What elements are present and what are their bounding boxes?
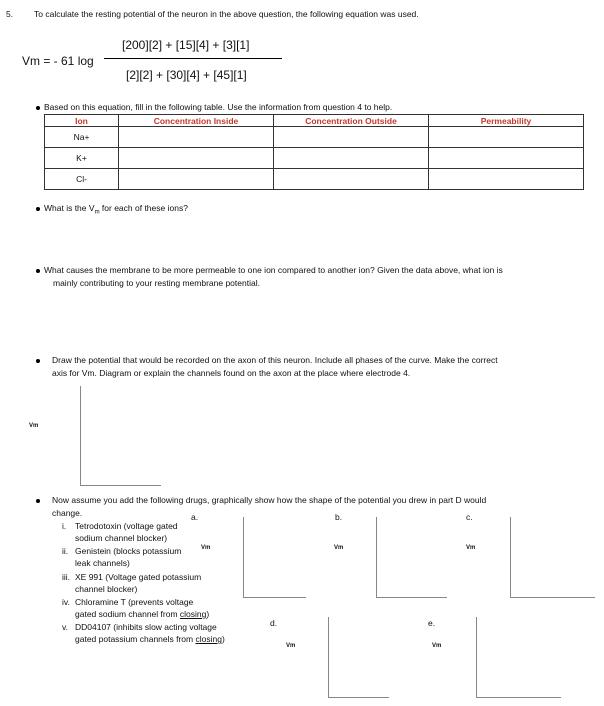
question-permeability-line2: mainly contributing to your resting membrane potential. [53, 278, 260, 288]
answer-cell[interactable] [119, 148, 274, 169]
vm-axis-label: Vm [466, 545, 476, 551]
vm-axis-label: Vm [29, 423, 39, 429]
drug-item-line1: Genistein (blocks potassium [75, 546, 182, 556]
drug-item-line1: Chloramine T (prevents voltage [75, 597, 194, 607]
header-concentration-inside: Concentration Inside [119, 115, 274, 127]
question-drugs-line2: change. [52, 508, 83, 518]
drug-item-line2: gated potassium channels from closing) [75, 634, 225, 644]
graph-c-axis[interactable] [510, 517, 595, 598]
question-vm: What is the $V_m$ for each of these ions? [44, 203, 188, 216]
drug-number: i. [62, 521, 67, 531]
answer-cell[interactable] [274, 169, 429, 190]
drug-item-line1: Tetrodotoxin (voltage gated [75, 521, 178, 531]
drug-item-line2: channel blocker) [75, 584, 138, 594]
table-row [45, 169, 584, 190]
bullet-point [36, 359, 40, 363]
question-drugs-line1: Now assume you add the following drugs, graphically show how the shape of the potential you drew in part D would [52, 495, 487, 505]
bullet-point [36, 269, 40, 273]
graph-e-axis[interactable] [476, 617, 561, 698]
drug-number: iii. [62, 572, 71, 582]
fraction-bar [104, 58, 282, 59]
instruction-fill-table: Based on this equation, fill in the following table. Use the information from question 4 to help. [44, 102, 393, 112]
drug-item-line2: sodium channel blocker) [75, 533, 168, 543]
graph-label-b: b. [335, 512, 343, 522]
question-draw-line2: axis for Vm. Diagram or explain the channels found on the axon at the place where electrode 4. [52, 368, 411, 378]
ion-table [44, 114, 584, 190]
drug-item-line2: leak channels) [75, 558, 130, 568]
ion-cell: K+ [45, 148, 119, 169]
vm-axis-label: Vm [432, 643, 442, 649]
answer-cell[interactable] [429, 169, 584, 190]
bullet-point [36, 207, 40, 211]
answer-cell[interactable] [429, 148, 584, 169]
header-permeability: Permeability [429, 115, 584, 127]
ion-cell: Cl- [45, 169, 119, 190]
answer-cell[interactable] [274, 127, 429, 148]
graph-b-axis[interactable] [376, 517, 447, 598]
drug-item-line2: gated sodium channel from closing) [75, 609, 210, 619]
drug-number: iv. [62, 597, 70, 607]
answer-cell[interactable] [274, 148, 429, 169]
bullet-point [36, 499, 40, 503]
drug-item-line1: DD04107 (inhibits slow acting voltage [75, 622, 217, 632]
graph-a-axis[interactable] [243, 517, 306, 598]
question-permeability-line1: What causes the membrane to be more permeable to one ion compared to another ion? Given the data above, what ion is [44, 265, 503, 275]
question-number: 5. [6, 9, 14, 19]
bullet-point [36, 106, 40, 110]
vm-axis-label: Vm [201, 545, 211, 551]
answer-cell[interactable] [119, 169, 274, 190]
graph-label-a: a. [191, 512, 199, 522]
drug-number: v. [62, 622, 68, 632]
header-ion: Ion [45, 115, 119, 127]
equation-denominator: [2][2] + [30][4] + [45][1] [126, 68, 247, 82]
graph-d-axis[interactable] [328, 617, 389, 698]
graph-label-e: e. [428, 618, 436, 628]
vm-axis-label: Vm [286, 643, 296, 649]
header-concentration-outside: Concentration Outside [274, 115, 429, 127]
drug-number: ii. [62, 546, 69, 556]
main-graph-axis[interactable] [80, 386, 161, 486]
graph-label-c: c. [466, 512, 473, 522]
table-row [45, 148, 584, 169]
table-row [45, 127, 584, 148]
drug-item-line1: XE 991 (Voltage gated potassium [75, 572, 202, 582]
ion-cell: Na+ [45, 127, 119, 148]
graph-label-d: d. [270, 618, 278, 628]
question-text: To calculate the resting potential of the neuron in the above question, the following equation was used. [34, 9, 419, 19]
vm-axis-label: Vm [334, 545, 344, 551]
equation-lhs: Vm = - 61 log [22, 54, 94, 68]
question-draw-line1: Draw the potential that would be recorded on the axon of this neuron. Include all phases of the curve. Make the correct [52, 355, 498, 365]
equation-numerator: [200][2] + [15][4] + [3][1] [122, 38, 250, 52]
answer-cell[interactable] [119, 127, 274, 148]
answer-cell[interactable] [429, 127, 584, 148]
